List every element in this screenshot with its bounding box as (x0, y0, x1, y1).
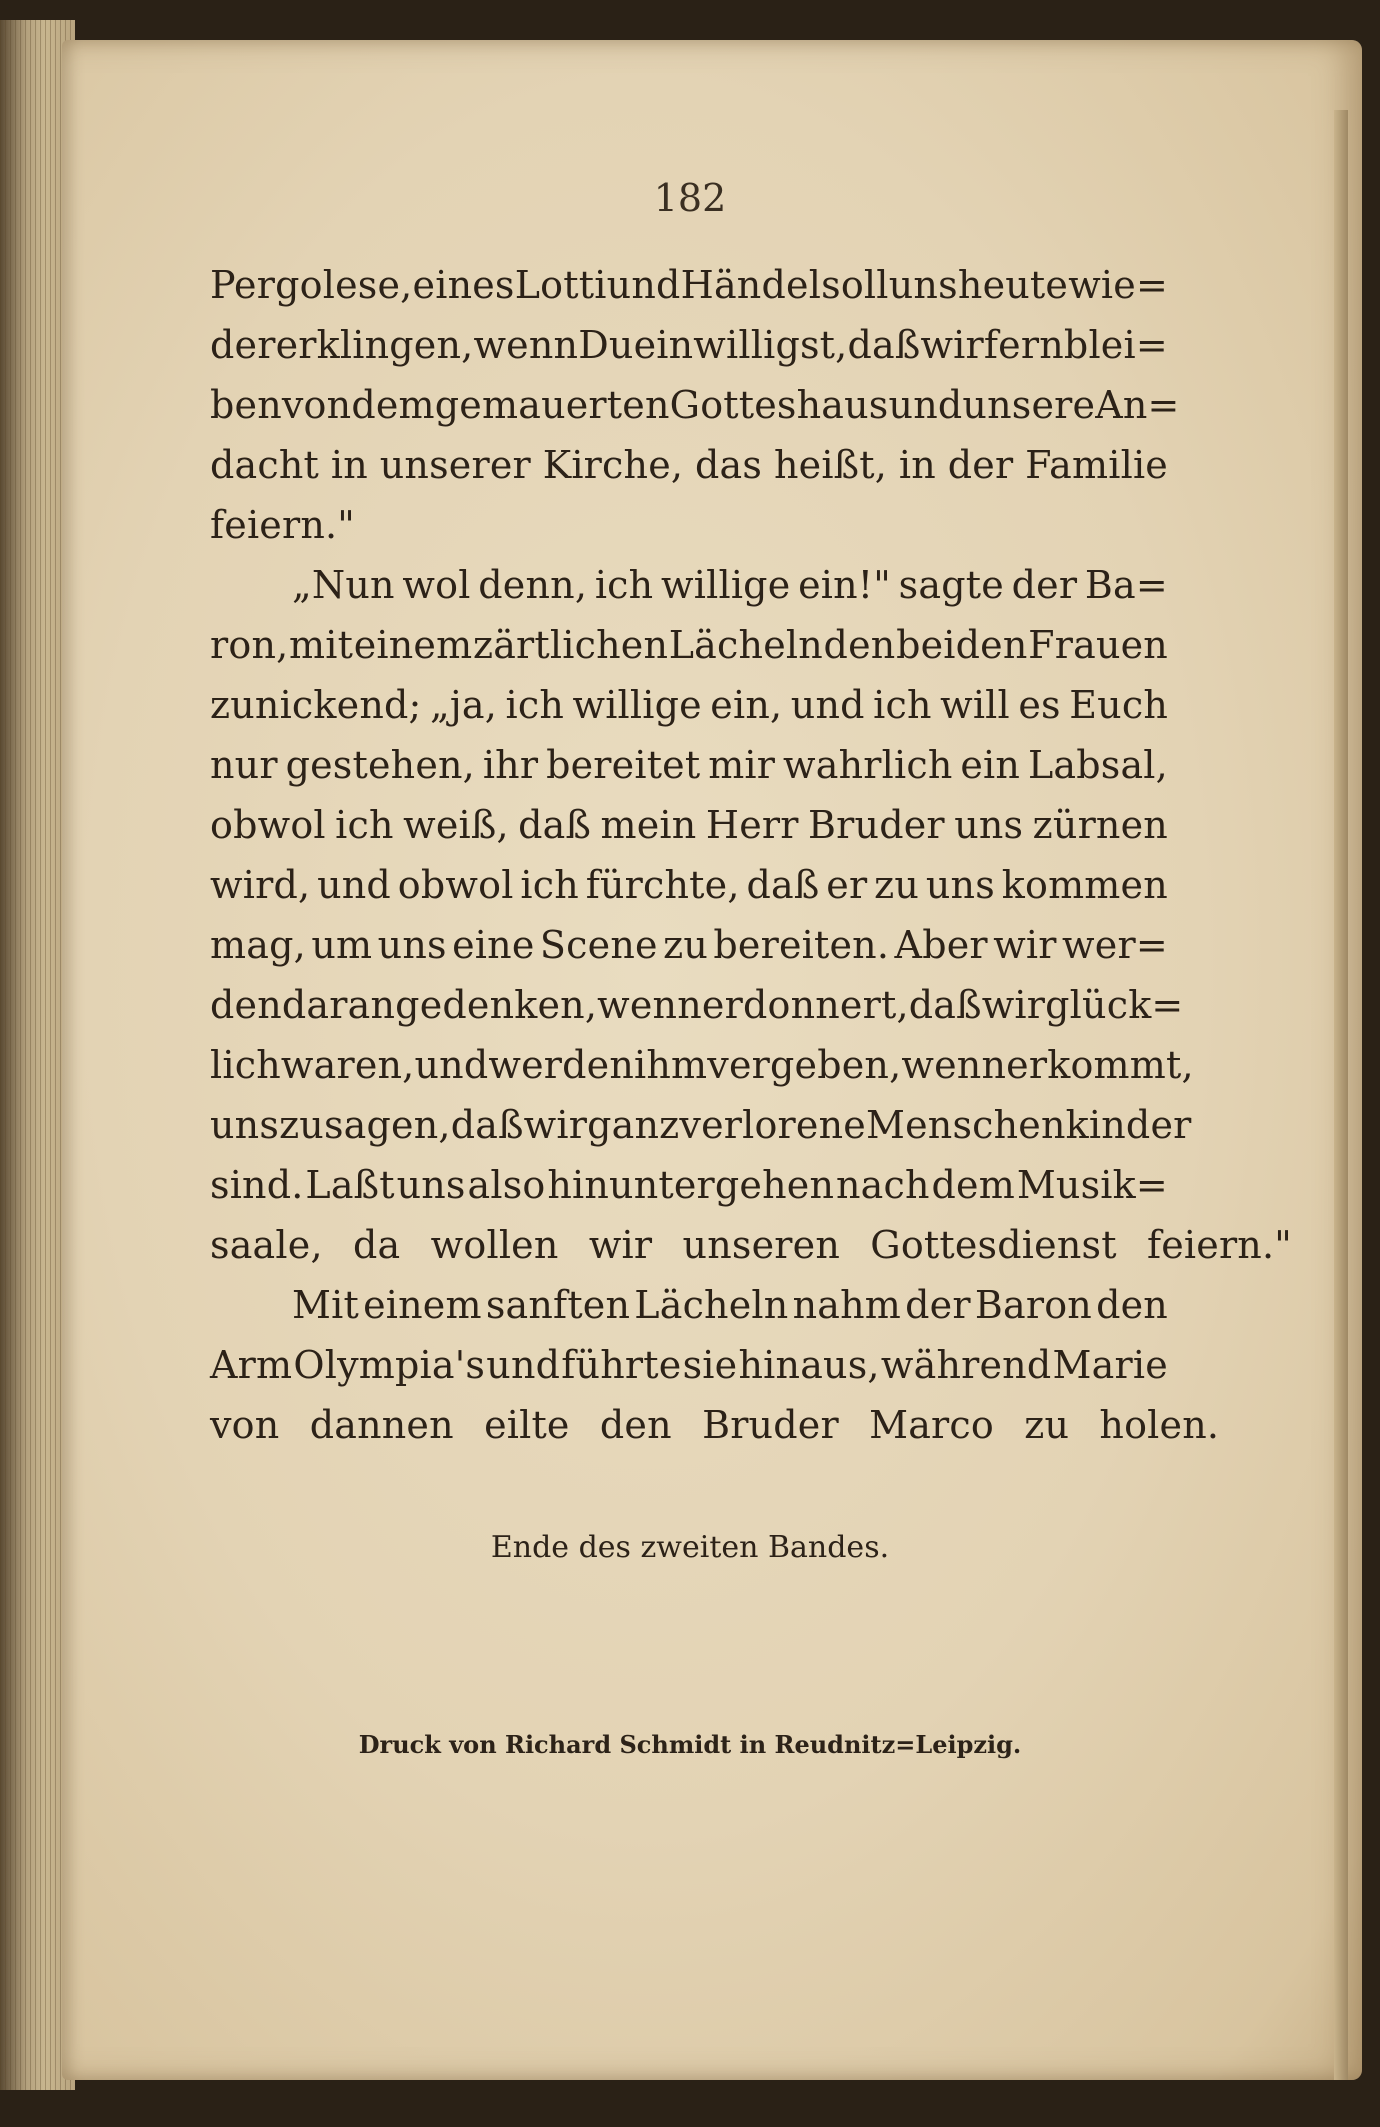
word: Frauen (1028, 623, 1168, 667)
word: eines (412, 263, 515, 307)
word: und (486, 1343, 561, 1387)
text-line (210, 1215, 1292, 1275)
word: ron, (210, 623, 289, 667)
word: Euch (1069, 683, 1168, 727)
word: verlorene (679, 1103, 866, 1147)
word: uns (396, 1163, 466, 1207)
word: kommt, (1047, 1043, 1194, 1087)
word: vergeben, (707, 1043, 902, 1087)
word: wol (402, 563, 471, 607)
word: daß (908, 983, 982, 1027)
word: wir (523, 1103, 588, 1147)
word: hinaus, (738, 1343, 880, 1387)
word: der (947, 443, 1014, 487)
word: er (826, 863, 868, 907)
word: wie= (1068, 263, 1168, 307)
word: bereiten. (713, 923, 890, 967)
word: ein, (710, 683, 783, 727)
text-line (210, 975, 1184, 1035)
word: „Nun (292, 563, 395, 607)
word: dem (931, 1163, 1015, 1207)
word: „ja, (430, 683, 498, 727)
word: ich (873, 683, 932, 727)
word: fürchte, (585, 863, 740, 907)
text-line (210, 1395, 1220, 1455)
word: Menschenkinder (865, 1103, 1192, 1147)
word: Lächeln (634, 1283, 789, 1327)
word: Baron (974, 1283, 1092, 1327)
word: den (210, 983, 282, 1027)
word: dem (351, 383, 435, 427)
word: kommen (1001, 863, 1168, 907)
text-line (210, 1095, 1192, 1155)
word: heißt, (773, 443, 888, 487)
word: obwol (397, 863, 514, 907)
word: ein (960, 743, 1021, 787)
word: ich (505, 683, 564, 727)
word: Lächeln (668, 623, 823, 667)
word: daß (450, 1103, 524, 1147)
word: gestehen, (285, 743, 475, 787)
word: uns (888, 263, 958, 307)
word: er (701, 983, 743, 1027)
line-text: saale, da wollen wir unseren Gottesdienst feiern." (210, 1223, 1292, 1267)
word: beiden (896, 623, 1028, 667)
word: daß (746, 863, 820, 907)
word: einwilligst, (633, 323, 848, 367)
word: Du (578, 323, 634, 367)
word: uns (210, 1103, 280, 1147)
text-line (210, 1335, 1168, 1395)
word: es (1018, 683, 1061, 727)
word: unsere (962, 383, 1096, 427)
word: uns (925, 863, 995, 907)
word: mag, (210, 923, 306, 967)
word: in (898, 443, 936, 487)
text-line (210, 735, 1168, 795)
text-line (210, 315, 1168, 375)
word: daß (518, 803, 592, 847)
printer-imprint: Druck von Richard Schmidt in Reudnitz=Leipzig. (358, 1730, 1022, 1759)
word: einem (353, 623, 473, 667)
word: heute (957, 263, 1069, 307)
word: den (823, 623, 896, 667)
word: weiß, (403, 803, 509, 847)
text-line (210, 495, 1168, 555)
word: er (1006, 1043, 1048, 1087)
word: mein (600, 803, 697, 847)
word: bereitet (546, 743, 701, 787)
word: Laßt (305, 1163, 395, 1207)
word: daß (847, 323, 921, 367)
word: wenn (901, 1043, 1007, 1087)
word: wir (993, 923, 1057, 967)
word: soll (821, 263, 889, 307)
word: Labsal, (1027, 743, 1168, 787)
word: sanften (485, 1283, 631, 1327)
text-line (210, 1155, 1168, 1215)
word: Kirche, (542, 443, 684, 487)
word: wir (920, 323, 984, 367)
word: Händel (680, 263, 822, 307)
word: zu (279, 1103, 324, 1147)
text-line (210, 675, 1168, 735)
word: hinuntergehen (547, 1163, 835, 1207)
text-line (210, 855, 1168, 915)
word: Bruder (808, 803, 945, 847)
word: und (888, 383, 963, 427)
text-line (210, 555, 1168, 615)
word: obwol (210, 803, 326, 847)
word: ihm (634, 1043, 708, 1087)
text-line (210, 795, 1168, 855)
word: erklingen, (275, 323, 474, 367)
word: mit (289, 623, 354, 667)
body-text (210, 255, 1292, 1455)
text-line (210, 435, 1168, 495)
word: sind. (210, 1163, 304, 1207)
word: ich (520, 863, 579, 907)
word: und (790, 683, 865, 727)
word: fern (983, 323, 1064, 367)
word: willige (572, 683, 702, 727)
word: und (414, 1043, 489, 1087)
word: Familie (1025, 443, 1168, 487)
word: Scene (539, 923, 658, 967)
word: gedenken, (395, 983, 598, 1027)
word: den (1096, 1283, 1168, 1327)
word: führte (561, 1343, 682, 1387)
word: wird, (210, 863, 311, 907)
word: der (905, 1283, 971, 1327)
text-line (210, 375, 1180, 435)
page-binding-edge (1334, 110, 1348, 2080)
word: Musik= (1016, 1163, 1168, 1207)
word: und (606, 263, 681, 307)
word: lich (210, 1043, 281, 1087)
word: Mit (292, 1283, 359, 1327)
word: Aber (894, 923, 988, 967)
word: in (330, 443, 368, 487)
word: zu (663, 923, 708, 967)
word: ganz (587, 1103, 680, 1147)
word: ich (594, 563, 654, 607)
word: einem (363, 1283, 482, 1327)
word: nur (210, 743, 278, 787)
word: unserer (379, 443, 531, 487)
word: denn, (478, 563, 588, 607)
word: von (281, 383, 352, 427)
word: eine (452, 923, 535, 967)
word: wahrlich (783, 743, 953, 787)
word: während (880, 1343, 1052, 1387)
word: das (695, 443, 763, 487)
word: Pergolese, (210, 263, 413, 307)
word: donnert, (742, 983, 909, 1027)
word: also (467, 1163, 546, 1207)
word: Arm (210, 1343, 293, 1387)
word: mir (708, 743, 776, 787)
word: glück= (1045, 983, 1184, 1027)
word: zürnen (1032, 803, 1168, 847)
word: willige (661, 563, 791, 607)
text-line (210, 1275, 1168, 1335)
text-line (210, 1035, 1194, 1095)
page-number: 182 (653, 176, 727, 220)
word: zu (874, 863, 920, 907)
word: sagen, (323, 1103, 451, 1147)
word: Herr (705, 803, 799, 847)
word: gemauerten (434, 383, 670, 427)
word: und (317, 863, 391, 907)
word: nahm (792, 1283, 902, 1327)
word: will (940, 683, 1010, 727)
word: werden (488, 1043, 635, 1087)
word: uns (954, 803, 1024, 847)
word: wenn (473, 323, 579, 367)
word: der (1011, 563, 1078, 607)
line-text: von dannen eilte den Bruder Marco zu holen. (210, 1403, 1220, 1447)
text-line (210, 255, 1168, 315)
word: der (210, 323, 276, 367)
word: wenn (597, 983, 702, 1027)
word: ein!" (798, 563, 891, 607)
word: waren, (280, 1043, 415, 1087)
word: An= (1095, 383, 1180, 427)
word: ben (210, 383, 282, 427)
line-text: feiern." (210, 503, 355, 547)
text-line (210, 615, 1168, 675)
word: Ba= (1084, 563, 1168, 607)
word: wer= (1062, 923, 1168, 967)
word: zärtlichen (472, 623, 669, 667)
word: um (311, 923, 373, 967)
word: blei= (1063, 323, 1168, 367)
word: ihr (482, 743, 539, 787)
word: ich (335, 803, 394, 847)
word: Olympia's (293, 1343, 486, 1387)
word: zunickend; (210, 683, 422, 727)
word: sagte (898, 563, 1004, 607)
word: uns (377, 923, 447, 967)
text-line (210, 915, 1168, 975)
word: Lotti (514, 263, 607, 307)
word: sie (682, 1343, 738, 1387)
word: Gotteshaus (669, 383, 889, 427)
word: daran (281, 983, 396, 1027)
end-of-volume-note: Ende des zweiten Bandes. (490, 1530, 890, 1565)
word: dacht (210, 443, 320, 487)
word: Marie (1052, 1343, 1168, 1387)
word: nach (836, 1163, 930, 1207)
word: wir (981, 983, 1046, 1027)
